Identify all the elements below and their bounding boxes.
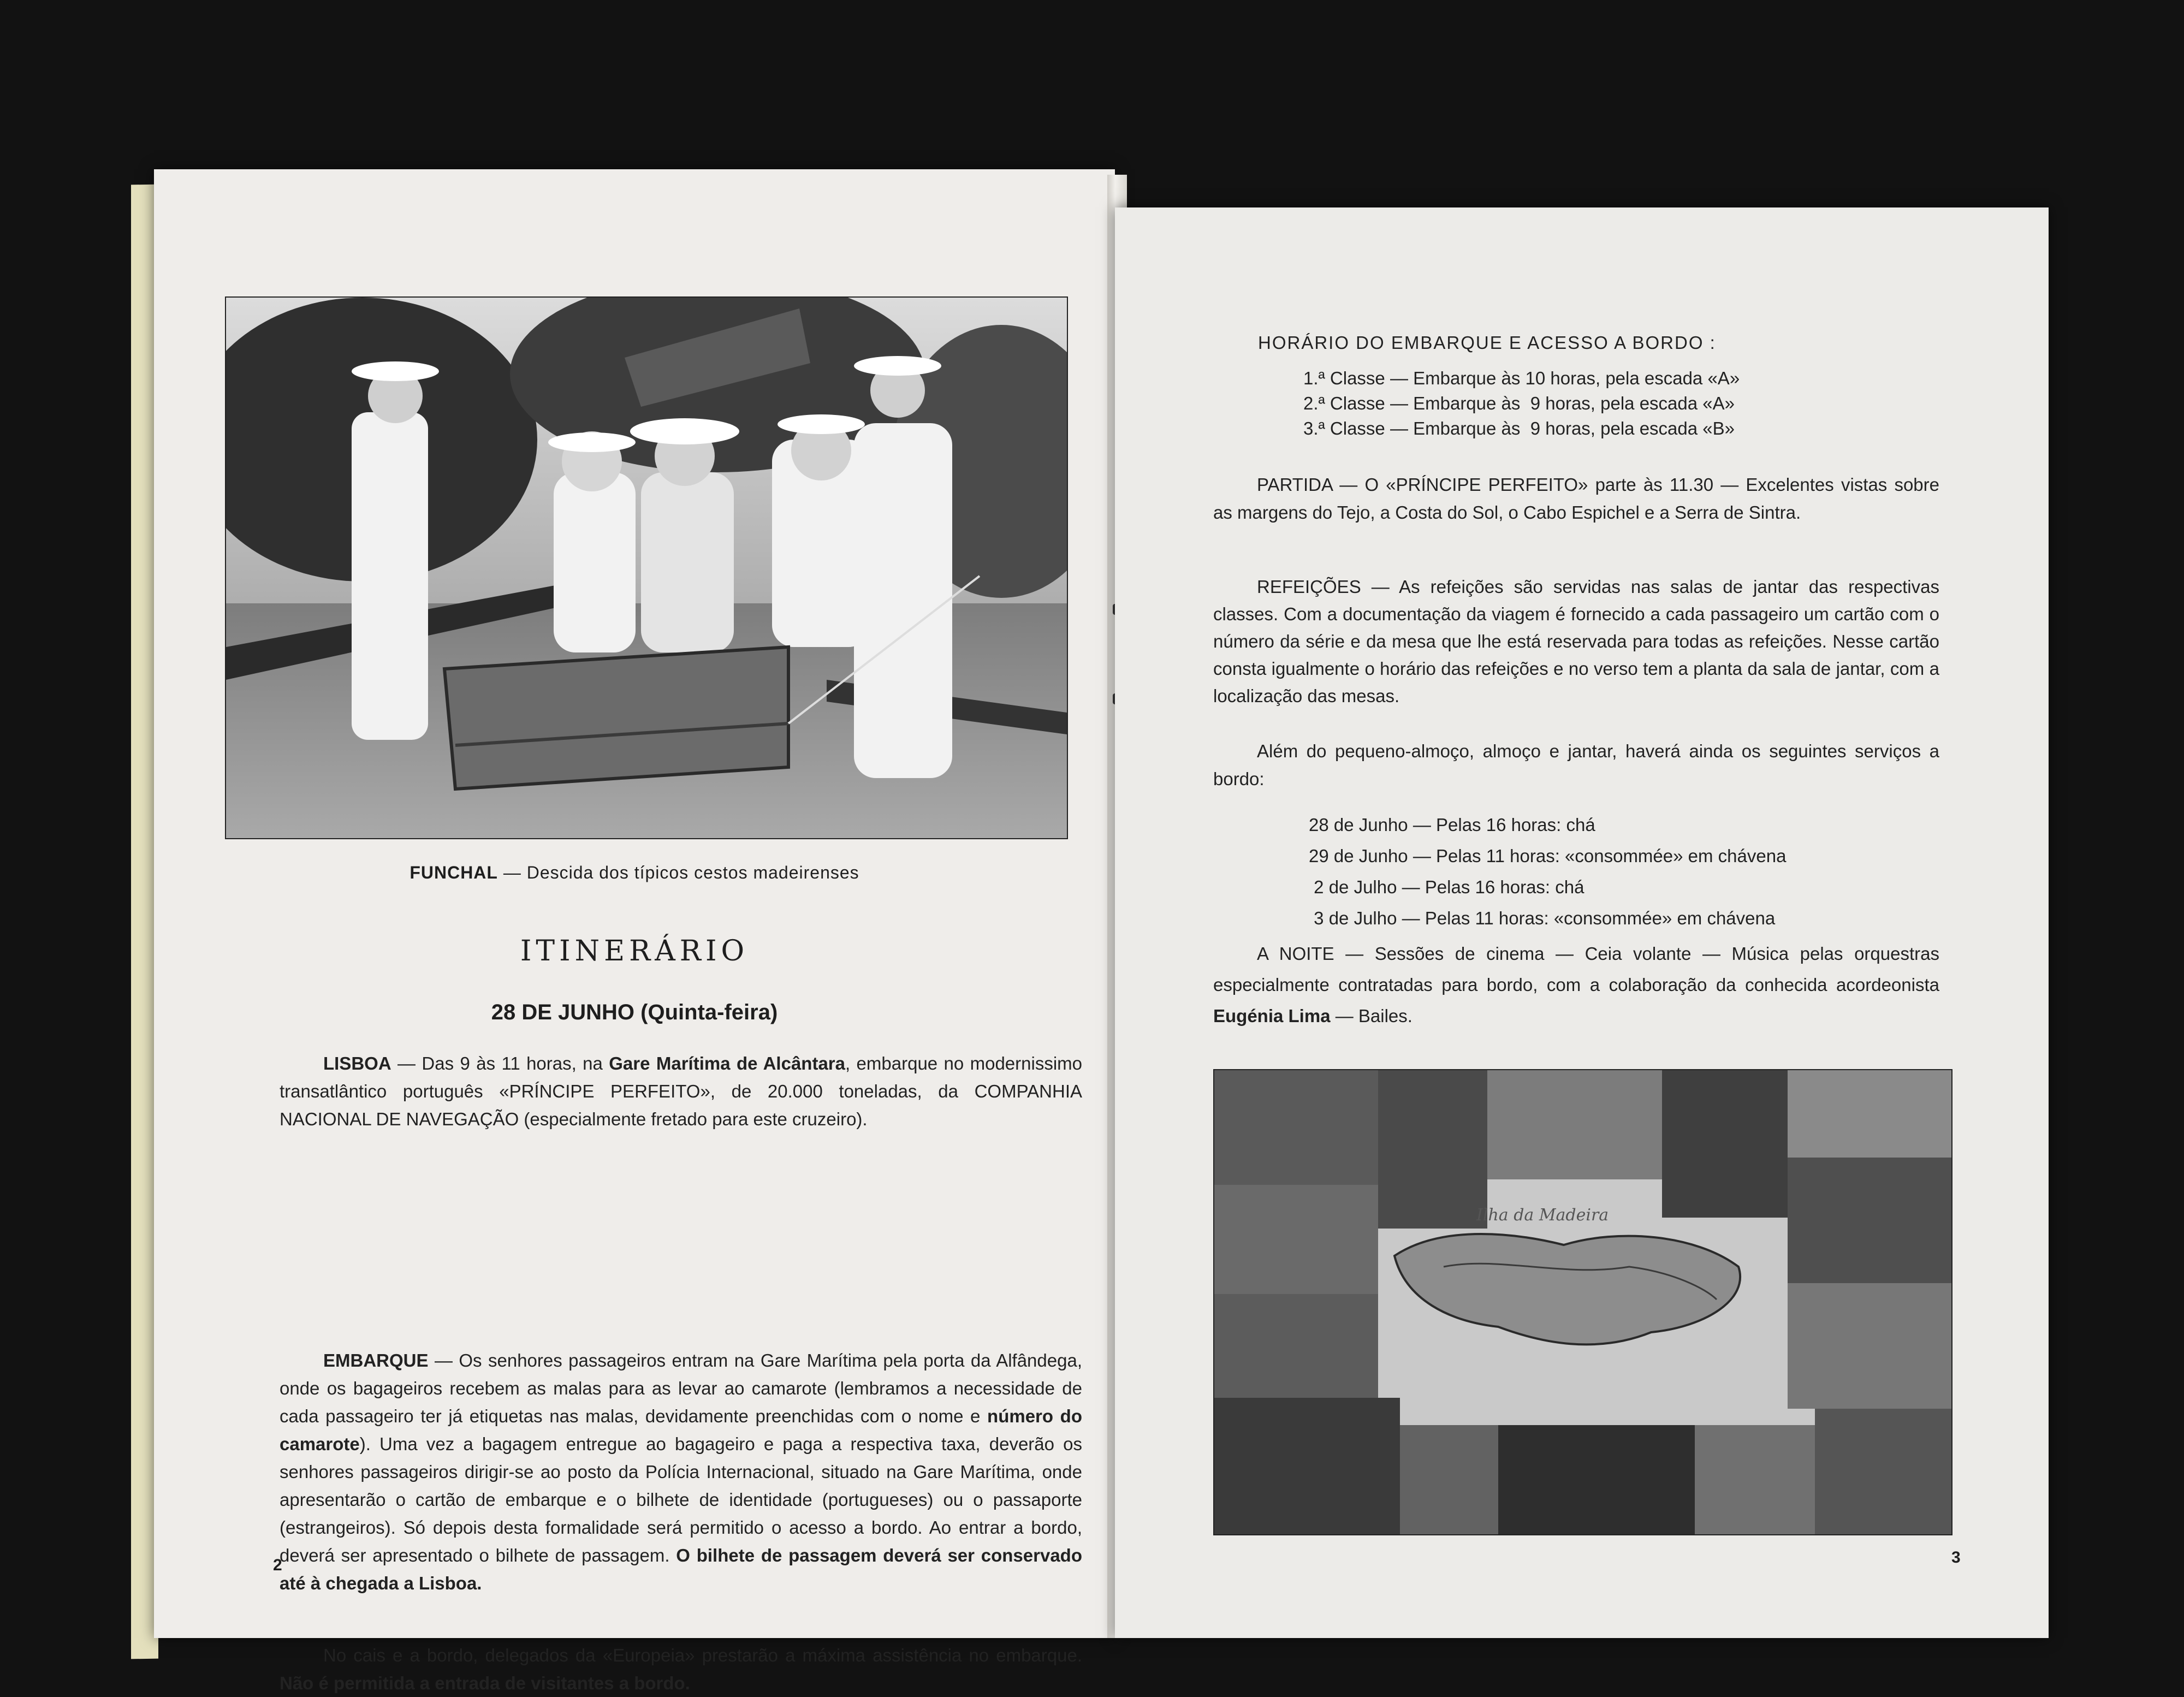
noite-text-1: — Sessões de cinema — Ceia volante — Música pelas orquestras especialmente contratadas para bordo, com a colaboração da conhecida acordeonista xyxy=(1213,944,1939,995)
noite-text-2: — Bailes. xyxy=(1330,1006,1413,1026)
madeira-collage-image xyxy=(1214,1070,1951,1534)
class-schedule xyxy=(1303,366,1740,441)
class-2-line: 2.ª Classe — Embarque às 9 horas, pela escada «A» xyxy=(1303,393,1735,413)
cais-text: No cais e a bordo, delegados da «Europeia» prestarão a máxima assistência no embarque. xyxy=(323,1645,1082,1665)
photo-caption xyxy=(225,863,1044,883)
date-heading: 28 DE JUNHO (Quinta-feira) xyxy=(491,1000,778,1024)
collage-label: Ilha da Madeira xyxy=(1476,1206,1609,1225)
noite-paragraph xyxy=(1213,938,1939,1031)
horario-title: HORÁRIO DO EMBARQUE E ACESSO A BORDO : xyxy=(1258,333,1716,353)
funchal-photo-image xyxy=(226,298,1067,838)
refeicoes-lead: REFEIÇÕES xyxy=(1257,577,1361,597)
partida-text: — O «PRÍNCIPE PERFEITO» parte às 11.30 — Excelentes vistas sobre as margens do Tejo, a Costa do Sol, o Cabo Espichel e a Serra de Sintra. xyxy=(1213,474,1939,523)
class-1-line: 1.ª Classe — Embarque às 10 horas, pela escada «A» xyxy=(1303,368,1740,388)
itinerary-title: ITINERÁRIO xyxy=(520,935,749,968)
page-number-left: 2 xyxy=(273,1556,282,1574)
left-page xyxy=(154,169,1115,1693)
caption-place: FUNCHAL xyxy=(410,863,498,882)
lisboa-lead: LISBOA xyxy=(323,1053,391,1073)
noite-lead: A NOITE xyxy=(1257,944,1334,964)
bilhete-warning: O bilhete de passagem deverá ser conservado até à chegada a Lisboa. xyxy=(280,1545,1082,1593)
embarque-text-1: — Os senhores passageiros entram na Gare Marítima pela porta da Alfândega, onde os bagageiros recebem as malas para as levar ao camarote (lembramos a necessidade de cada passageiro ter já etiquetas nas malas, devidamente preenchidas com o nome e xyxy=(280,1350,1082,1426)
service-2: 29 de Junho — Pelas 11 horas: «consommée» em chávena xyxy=(1309,846,1787,866)
lisboa-paragraph xyxy=(280,1049,1082,1133)
right-page xyxy=(1115,207,2049,1638)
embarque-paragraph xyxy=(280,1346,1082,1597)
lisboa-text-1: — Das 9 às 11 horas, na xyxy=(391,1053,609,1073)
madeira-collage xyxy=(1213,1069,1952,1535)
service-1: 28 de Junho — Pelas 16 horas: chá xyxy=(1309,815,1595,835)
partida-lead: PARTIDA xyxy=(1257,474,1333,495)
partida-paragraph xyxy=(1213,471,1939,526)
embarque-text-2: ). Uma vez a bagagem entregue ao bagageiro e paga a respectiva taxa, deverão os senhores passageiros dirigir-se ao posto da Polícia Internacional, situado na Gare Marítima, onde apresentarão o cartão de embarque e o bilhete de identidade (portugueses) ou o passaporte (estrangeiros). Só depois desta formalidade será permitido o acesso a bordo. Ao entrar a bordo, deverá ser apresentado o bilhete de passagem. xyxy=(280,1434,1082,1565)
service-3: 2 de Julho — Pelas 16 horas: chá xyxy=(1309,877,1584,897)
caption-text: — Descida dos típicos cestos madeirenses xyxy=(497,863,859,882)
lisboa-text-2: , embarque no modernissimo transatlântico português «PRÍNCIPE PERFEITO», de 20.000 toneladas, da COMPANHIA NACIONAL DE NAVEGAÇÃO (especialmente fretado para este cruzeiro). xyxy=(280,1053,1083,1129)
eugenia-lima: Eugénia Lima xyxy=(1213,1006,1331,1026)
funchal-photo xyxy=(225,296,1068,839)
refeicoes-paragraph xyxy=(1213,573,1939,710)
class-3-line: 3.ª Classe — Embarque às 9 horas, pela escada «B» xyxy=(1303,418,1735,438)
services-list xyxy=(1309,809,1786,934)
visitantes-warning: Não é permitida a entrada de visitantes a bordo. xyxy=(280,1673,690,1693)
refeicoes-text: — As refeições são servidas nas salas de jantar das respectivas classes. Com a documentação da viagem é fornecido a cada passageiro um cartão com o número da série e da mesa que lhe está reservada para todas as refeições. Nesse cartão consta igualmente o horário das refeições e no verso tem a planta da sala de jantar, com a localização das mesas. xyxy=(1213,577,1939,706)
embarque-lead: EMBARQUE xyxy=(323,1350,429,1370)
page-number-right: 3 xyxy=(1951,1548,1961,1567)
gare-maritima: Gare Marítima de Alcântara xyxy=(609,1053,846,1073)
numero-camarote: número do camarote xyxy=(280,1406,1082,1454)
cais-paragraph xyxy=(280,1641,1082,1697)
service-4: 3 de Julho — Pelas 11 horas: «consommée» em chávena xyxy=(1309,908,1776,928)
alem-paragraph: Além do pequeno-almoço, almoço e jantar, haverá ainda os seguintes serviços a bordo: xyxy=(1213,741,1939,789)
